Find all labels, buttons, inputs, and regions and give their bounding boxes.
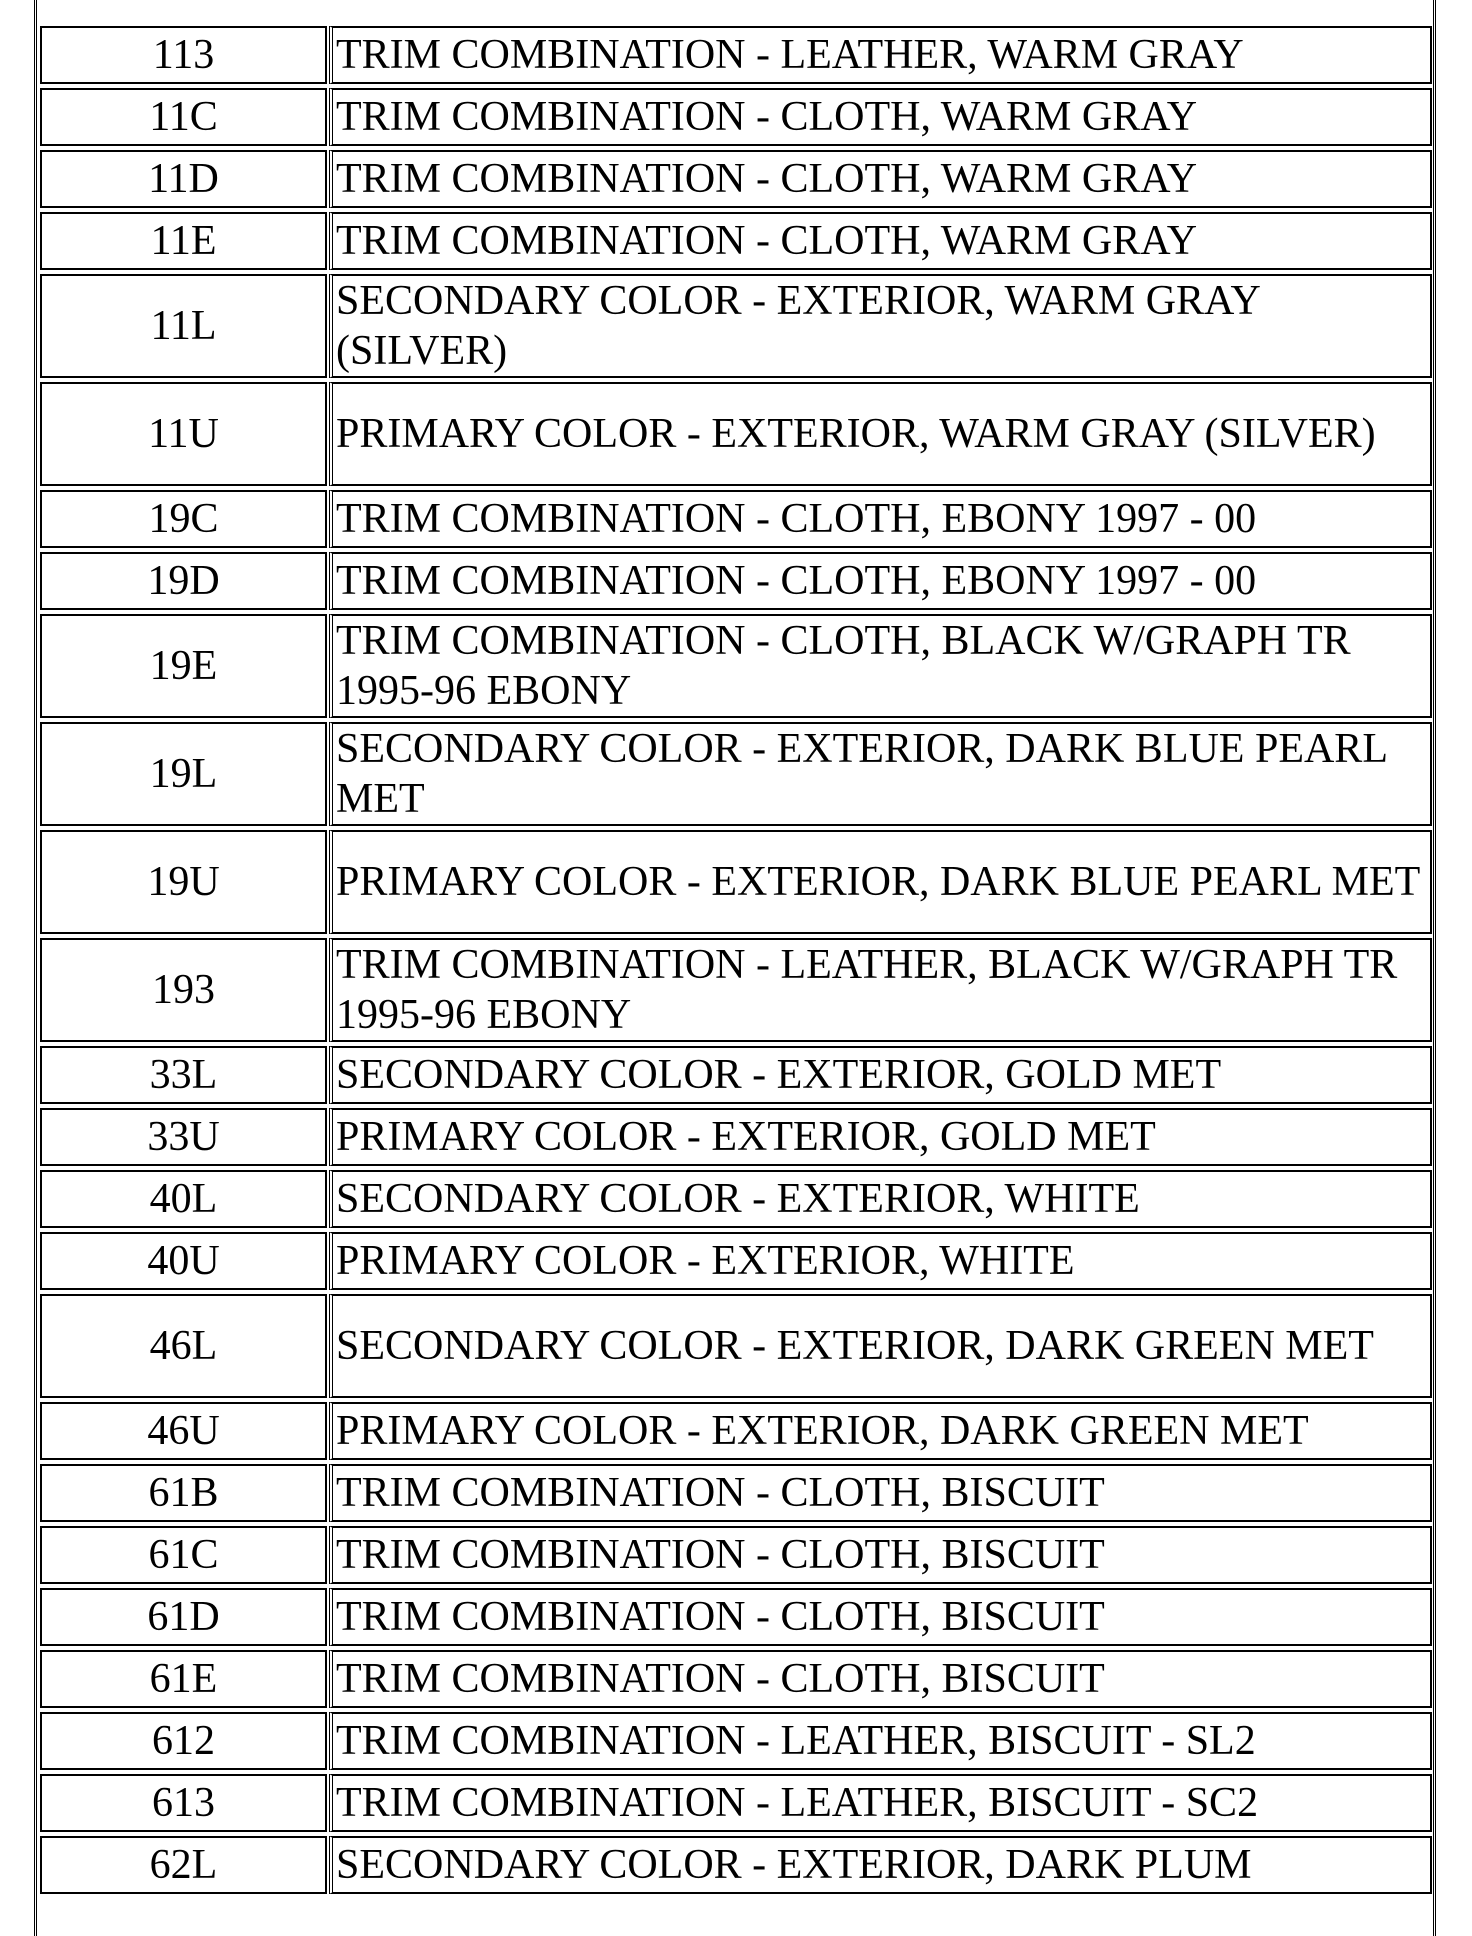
description-cell: TRIM COMBINATION - CLOTH, WARM GRAY — [329, 150, 1432, 208]
table-row — [40, 1650, 1432, 1708]
description-cell: TRIM COMBINATION - CLOTH, WARM GRAY — [329, 88, 1432, 146]
code-cell: 113 — [40, 26, 327, 84]
description-cell: PRIMARY COLOR - EXTERIOR, GOLD MET — [329, 1108, 1432, 1166]
description-cell: SECONDARY COLOR - EXTERIOR, GOLD MET — [329, 1046, 1432, 1104]
description-cell: TRIM COMBINATION - CLOTH, BISCUIT — [329, 1526, 1432, 1584]
code-cell: 19D — [40, 552, 327, 610]
description-cell: TRIM COMBINATION - LEATHER, BISCUIT - SC2 — [329, 1774, 1432, 1832]
description-cell: TRIM COMBINATION - LEATHER, BLACK W/GRAPH TR 1995-96 EBONY — [329, 938, 1432, 1042]
description-cell: SECONDARY COLOR - EXTERIOR, DARK PLUM — [329, 1836, 1432, 1894]
code-cell: 46U — [40, 1402, 327, 1460]
description-cell: TRIM COMBINATION - LEATHER, BISCUIT - SL2 — [329, 1712, 1432, 1770]
description-cell: PRIMARY COLOR - EXTERIOR, DARK BLUE PEARL MET — [329, 830, 1432, 934]
code-cell: 33L — [40, 1046, 327, 1104]
code-cell: 19C — [40, 490, 327, 548]
description-cell: TRIM COMBINATION - CLOTH, BISCUIT — [329, 1650, 1432, 1708]
code-cell: 61D — [40, 1588, 327, 1646]
description-cell: PRIMARY COLOR - EXTERIOR, DARK GREEN MET — [329, 1402, 1432, 1460]
table-row — [40, 1588, 1432, 1646]
code-cell: 11L — [40, 274, 327, 378]
table-row — [40, 722, 1432, 826]
table-row — [40, 150, 1432, 208]
description-cell: TRIM COMBINATION - LEATHER, WARM GRAY — [329, 26, 1432, 84]
table-row — [40, 1170, 1432, 1228]
code-cell: 11D — [40, 150, 327, 208]
table-row — [40, 1712, 1432, 1770]
description-cell: TRIM COMBINATION - CLOTH, BISCUIT — [329, 1588, 1432, 1646]
table-row — [40, 614, 1432, 718]
code-cell: 33U — [40, 1108, 327, 1166]
code-cell: 11E — [40, 212, 327, 270]
color-code-table — [38, 22, 1434, 1898]
code-cell: 613 — [40, 1774, 327, 1832]
table-row — [40, 212, 1432, 270]
code-cell: 61B — [40, 1464, 327, 1522]
code-cell: 40L — [40, 1170, 327, 1228]
description-cell: TRIM COMBINATION - CLOTH, BISCUIT — [329, 1464, 1432, 1522]
code-cell: 11U — [40, 382, 327, 486]
table-row — [40, 1836, 1432, 1894]
description-cell: PRIMARY COLOR - EXTERIOR, WHITE — [329, 1232, 1432, 1290]
description-cell: TRIM COMBINATION - CLOTH, BLACK W/GRAPH TR 1995-96 EBONY — [329, 614, 1432, 718]
table-row — [40, 1402, 1432, 1460]
table-row — [40, 274, 1432, 378]
table-row — [40, 830, 1432, 934]
code-cell: 19U — [40, 830, 327, 934]
description-cell: SECONDARY COLOR - EXTERIOR, WARM GRAY (SILVER) — [329, 274, 1432, 378]
code-cell: 61C — [40, 1526, 327, 1584]
code-cell: 19L — [40, 722, 327, 826]
description-cell: SECONDARY COLOR - EXTERIOR, WHITE — [329, 1170, 1432, 1228]
description-cell: SECONDARY COLOR - EXTERIOR, DARK GREEN MET — [329, 1294, 1432, 1398]
table-row — [40, 1526, 1432, 1584]
description-cell: PRIMARY COLOR - EXTERIOR, WARM GRAY (SILVER) — [329, 382, 1432, 486]
table-row — [40, 490, 1432, 548]
code-cell: 40U — [40, 1232, 327, 1290]
table-row — [40, 1232, 1432, 1290]
code-cell: 61E — [40, 1650, 327, 1708]
table-row — [40, 1774, 1432, 1832]
table-row — [40, 938, 1432, 1042]
description-cell: TRIM COMBINATION - CLOTH, EBONY 1997 - 00 — [329, 490, 1432, 548]
table-body — [40, 26, 1432, 1894]
code-cell: 11C — [40, 88, 327, 146]
code-cell: 612 — [40, 1712, 327, 1770]
table-row — [40, 1294, 1432, 1398]
table-row — [40, 26, 1432, 84]
code-cell: 46L — [40, 1294, 327, 1398]
code-cell: 193 — [40, 938, 327, 1042]
code-cell: 19E — [40, 614, 327, 718]
code-cell: 62L — [40, 1836, 327, 1894]
table-row — [40, 552, 1432, 610]
table-row — [40, 1464, 1432, 1522]
table-row — [40, 1046, 1432, 1104]
table-row — [40, 382, 1432, 486]
description-cell: SECONDARY COLOR - EXTERIOR, DARK BLUE PEARL MET — [329, 722, 1432, 826]
table-row — [40, 1108, 1432, 1166]
description-cell: TRIM COMBINATION - CLOTH, WARM GRAY — [329, 212, 1432, 270]
table-row — [40, 88, 1432, 146]
description-cell: TRIM COMBINATION - CLOTH, EBONY 1997 - 00 — [329, 552, 1432, 610]
